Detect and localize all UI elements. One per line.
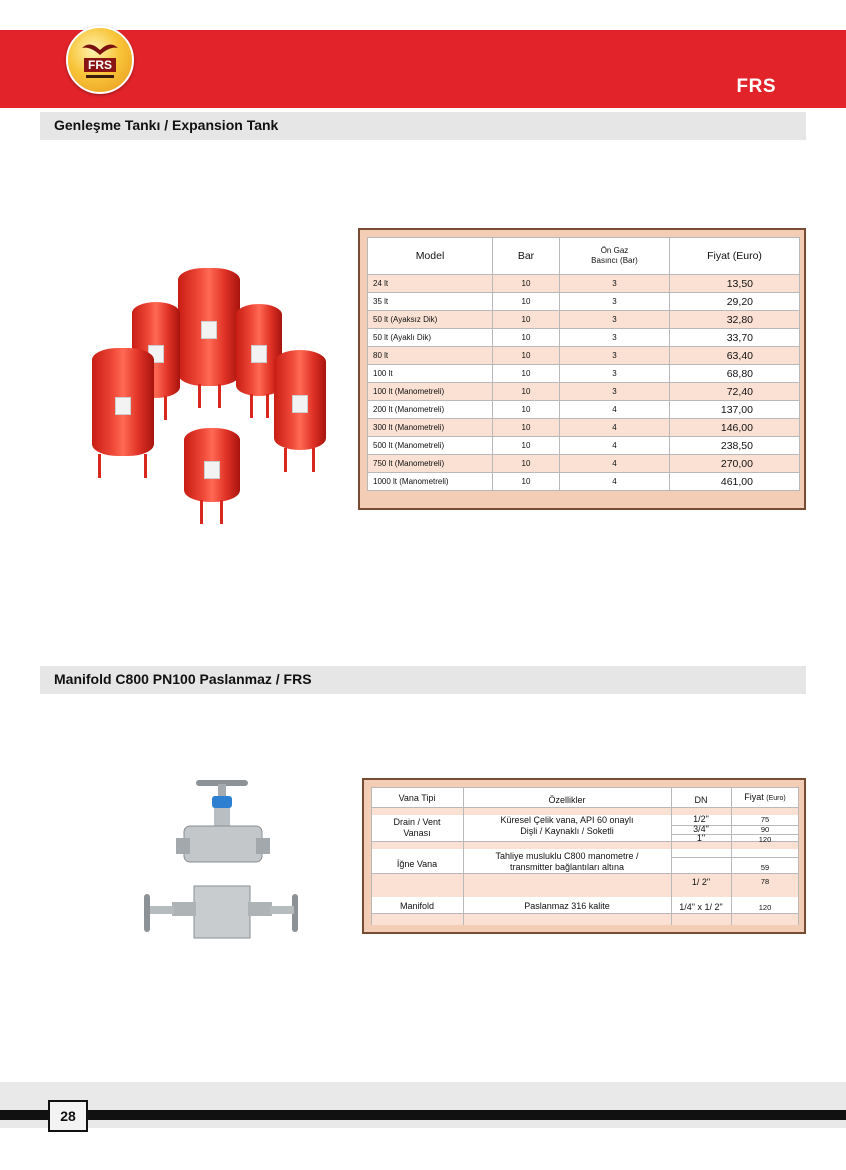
expansion-tank-price-table: [367, 237, 800, 491]
table-row: 24 lt 10 3 13,50: [368, 275, 800, 293]
col-header-bar: Bar: [493, 238, 560, 275]
page-number: 28: [48, 1100, 88, 1132]
valve-type-manifold: Manifold: [399, 901, 435, 911]
features-drain: Küresel Çelik vana, API 60 onaylı Dişli / Kaynaklı / Soketli: [500, 815, 634, 836]
section-bar-expansion: [40, 112, 806, 140]
table-row: 500 lt (Manometreli) 10 4 238,50: [368, 437, 800, 455]
manifold-price-table-frame: [362, 778, 806, 934]
valve-type-drain: Drain / Vent Vanası: [393, 817, 441, 838]
col-header-model: Model: [368, 238, 493, 275]
table-row: 750 lt (Manometreli) 10 4 270,00: [368, 455, 800, 473]
manifold-price-table: Vana Tipi Özellikler DN Fiyat (Euro) Drain / Vent Vanası Küresel Çelik vana, API 60 onaylı Dişli / Kaynaklı / Soketli 1/2" 3/4" 1" 75 90 120 İğne Vana Tahliye musluklu C800 manometre / transmitter bağlantıları altına 1/ 2" 59 78 Manifold Paslanmaz 316 kalite 1/4" x 1/ 2" 120: [371, 787, 799, 925]
section-title-expansion: Genleşme Tankı / Expansion Tank: [54, 117, 279, 133]
col-header-valve-type: Vana Tipi: [398, 793, 436, 803]
valves-image: [136, 776, 306, 946]
valve-type-needle: İğne Vana: [396, 859, 438, 869]
expansion-tank-price-table-frame: [358, 228, 806, 510]
col-header-dn: DN: [694, 795, 708, 805]
footer-line: [0, 1110, 846, 1120]
expansion-tanks-image: [86, 262, 336, 532]
table-row: 80 lt 10 3 63,40: [368, 347, 800, 365]
svg-text:FRS: FRS: [88, 58, 112, 72]
section-bar-manifold: [40, 666, 806, 694]
features-needle: Tahliye musluklu C800 manometre / transmitter bağlantıları altına: [495, 851, 639, 872]
footer-band: [0, 1082, 846, 1128]
table-row: 100 lt (Manometreli) 10 3 72,40: [368, 383, 800, 401]
brand-name: FRS: [736, 76, 776, 97]
table-row: 300 lt (Manometreli) 10 4 146,00: [368, 419, 800, 437]
col-header-price: Fiyat (Euro): [670, 238, 800, 275]
col-header-features: Özellikler: [548, 795, 586, 805]
col-header-price: Fiyat (Euro): [744, 792, 786, 802]
section-title-manifold: Manifold C800 PN100 Paslanmaz / FRS: [54, 671, 312, 687]
table-row: 35 lt 10 3 29,20: [368, 293, 800, 311]
table-row: 200 lt (Manometreli) 10 4 137,00: [368, 401, 800, 419]
table-row: 50 lt (Ayaklı Dik) 10 3 33,70: [368, 329, 800, 347]
table-row: 1000 lt (Manometreli) 10 4 461,00: [368, 473, 800, 491]
col-header-precharge: Ön Gaz Basıncı (Bar): [560, 238, 670, 275]
frs-logo: [66, 26, 134, 94]
features-manifold: Paslanmaz 316 kalite: [524, 901, 610, 911]
table-row: 100 lt 10 3 68,80: [368, 365, 800, 383]
table-row: 50 lt (Ayaksız Dik) 10 3 32,80: [368, 311, 800, 329]
